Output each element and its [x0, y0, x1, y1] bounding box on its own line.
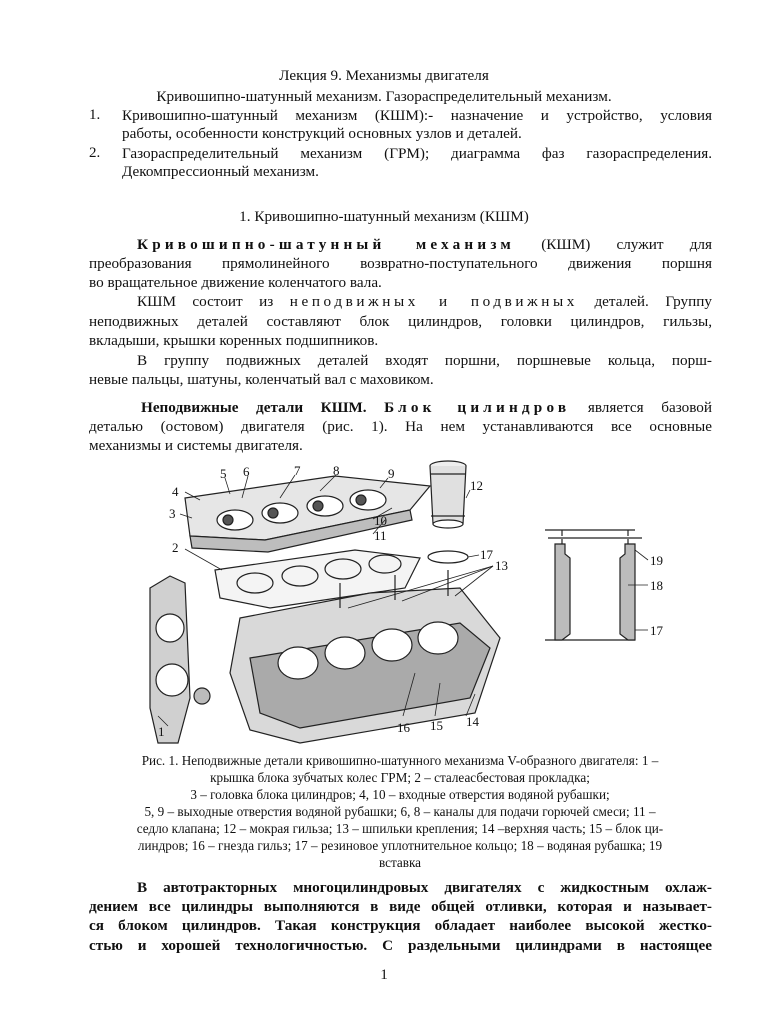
label-7: 7 [294, 463, 301, 478]
label-12: 12 [470, 478, 483, 493]
para2-pre: КШМ состоит из [137, 293, 290, 310]
para3-line-1: В группу подвижных деталей входят поршни, поршневые кольца, порш- [137, 352, 712, 369]
label-17-top: 17 [480, 547, 493, 562]
label-9: 9 [388, 466, 395, 481]
outline-item-2-line-1: Газораспределительный механизм (ГРМ); диаграмма фаз газораспределения. [122, 145, 712, 162]
para1-line-1 [137, 236, 712, 254]
para2-post: деталей. Группу [577, 293, 712, 310]
para1-rest: (КШМ) служит для [514, 236, 712, 253]
para4-line-3: механизмы и системы двигателя. [89, 437, 303, 454]
para4-bold: Неподвижные детали КШМ. [141, 399, 367, 416]
page-number: 1 [380, 966, 388, 983]
para2-line-1 [137, 293, 712, 311]
figure-caption-line-5: седло клапана; 12 – мокрая гильза; 13 – шпильки крепления; 14 –верхняя часть; 15 – блок ци- [136, 821, 664, 836]
label-14: 14 [466, 714, 479, 729]
para5-line-4: стью и хорошей технологичностью. С раздельными цилиндрами в настоящее [89, 937, 712, 954]
para2-spaced: неподвижных и подвижных [289, 293, 578, 310]
label-3: 3 [169, 506, 176, 521]
para2-line-2: неподвижных деталей составляют блок цилиндров, головки цилиндров, гильзы, [89, 313, 712, 330]
outline-number-1: 1. [89, 107, 101, 123]
engine-figure [130, 458, 690, 750]
outline-number-2: 2. [89, 145, 101, 161]
label-15: 15 [430, 718, 443, 733]
label-10: 10 [374, 513, 387, 528]
outline-item-2-line-2: Декомпрессионный механизм. [122, 163, 319, 180]
label-13: 13 [495, 558, 508, 573]
label-11: 11 [374, 528, 387, 543]
para4-spaced: Блок цилиндров [384, 399, 571, 416]
figure-caption-line-7: вставка [378, 855, 422, 870]
para2-line-3: вкладыши, крышки коренных подшипников. [89, 332, 379, 349]
para4-line-2: деталью (остовом) двигателя (рис. 1). На нем устанавливаются все основные [89, 418, 712, 435]
para5-line-2: дением все цилиндры выполняются в виде общей отливки, которая и называет- [89, 898, 712, 915]
label-18: 18 [650, 578, 663, 593]
label-17-section: 17 [650, 623, 663, 638]
label-6: 6 [243, 464, 250, 479]
para4-line-1 [141, 399, 712, 417]
para3-line-2: невые пальцы, шатуны, коленчатый вал с маховиком. [89, 371, 434, 388]
para1-line-2: преобразования прямолинейного возвратно-поступательного движения поршня [89, 255, 712, 272]
para1-line-3: во вращательное движение коленчатого вала. [89, 274, 382, 291]
cylinder-head-drawing [185, 476, 430, 552]
figure-caption-line-6: линдров; 16 – гнезда гильз; 17 – резиновое уплотнительное кольцо; 18 – водяная рубашка; 19 [137, 838, 663, 853]
cylinder-liner-drawing [428, 461, 468, 563]
outline-item-1-line-2: работы, особенности конструкций основных узлов и деталей. [122, 125, 522, 142]
liner-section-drawing [545, 530, 642, 640]
label-2: 2 [172, 540, 179, 555]
figure-caption-line-4: 5, 9 – выходные отверстия водяной рубашки; 6, 8 – каналы для подачи горючей смеси; 11 – [144, 804, 656, 819]
para5-line-3: ся блоком цилиндров. Такая конструкция обладает наиболее высокой жестко- [89, 917, 712, 934]
outline-item-1-line-1: Кривошипно-шатунный механизм (КШМ):- назначение и устройство, условия [122, 107, 712, 124]
figure-caption-line-2: крышка блока зубчатых колес ГРМ; 2 – сталеасбестовая прокладка; [210, 770, 590, 785]
lecture-subtitle: Кривошипно-шатунный механизм. Газораспределительный механизм. [156, 88, 612, 105]
label-5: 5 [220, 466, 227, 481]
label-8: 8 [333, 463, 340, 478]
front-cover-drawing [150, 576, 210, 743]
para5-line-1: В автотракторных многоцилиндровых двигателях с жидкостным охлаж- [137, 879, 712, 896]
figure-caption-line-3: 3 – головка блока цилиндров; 4, 10 – входные отверстия водяной рубашки; [190, 787, 610, 802]
para4-post: является базовой [570, 399, 712, 416]
label-16: 16 [397, 720, 410, 735]
para1-term: Кривошипно-шатунный механизм [137, 236, 515, 253]
figure-caption-line-1: Рис. 1. Неподвижные детали кривошипно-шатунного механизма V-образного двигателя: 1 – [141, 753, 659, 768]
label-1: 1 [158, 724, 165, 739]
label-19: 19 [650, 553, 663, 568]
lecture-title: Лекция 9. Механизмы двигателя [279, 67, 489, 84]
label-4: 4 [172, 484, 179, 499]
section-heading: 1. Кривошипно-шатунный механизм (КШМ) [239, 208, 529, 225]
